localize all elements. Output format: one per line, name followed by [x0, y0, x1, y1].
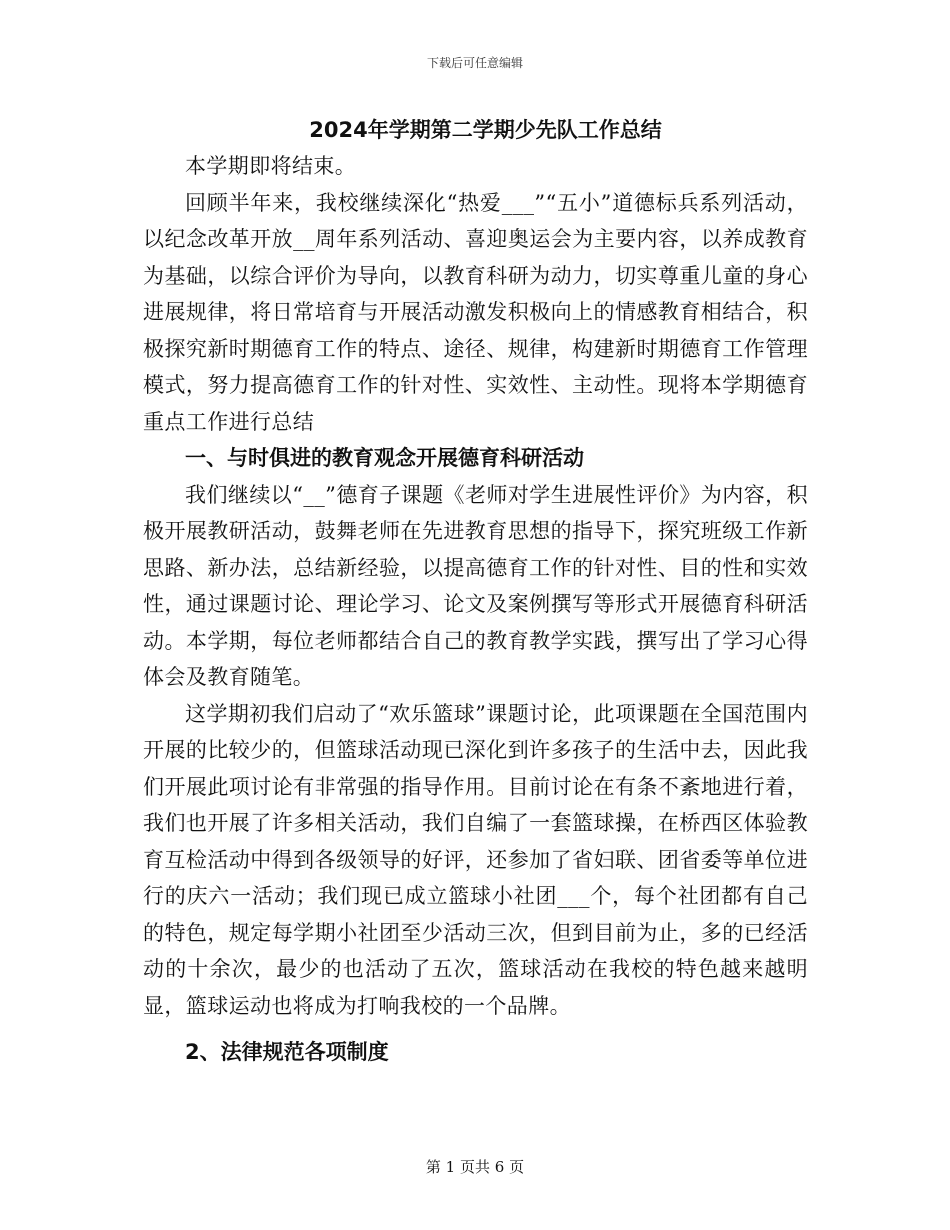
document-title: 2024年学期第二学期少先队工作总结 [309, 118, 662, 142]
intro-paragraph-2: 回顾半年来，我校继续深化“热爱___”“五小”道德标兵系列活动，以纪念改革开放__周年系列活动、喜迎奥运会为主要内容，以养成教育为基础，以综合评价为导向，以教育科研为动力，切实尊重儿童的身心进展规律，将日常培育与开展活动激发积极向上的情感教育相结合，积极探究新时期德育工作的特点、途径、规律，构建新时期德育工作管理模式，努力提高德育工作的针对性、实效性、主动性。现将本学期德育重点工作进行总结 [143, 190, 808, 434]
section-1-heading: 一、与时俱进的教育观念开展德育科研活动 [185, 446, 584, 470]
page-header-note: 下载后可任意编辑 [426, 56, 523, 70]
section-1-paragraph-1: 我们继续以“__”德育子课题《老师对学生进展性评价》为内容，积极开展教研活动，鼓舞老师在先进教育思想的指导下，探究班级工作新思路、新办法，总结新经验，以提高德育工作的针对性、目的性和实效性，通过课题讨论、理论学习、论文及案例撰写等形式开展德育科研活动。本学期，每位老师都结合自己的教育教学实践，撰写出了学习心得体会及教育随笔。 [143, 482, 808, 689]
intro-paragraph-1: 本学期即将结束。 [185, 154, 357, 178]
document-body [143, 112, 808, 1071]
section-1-paragraph-2: 这学期初我们启动了“欢乐篮球”课题讨论，此项课题在全国范围内开展的比较少的，但篮球活动现已深化到许多孩子的生活中去，因此我们开展此项讨论有非常强的指导作用。目前讨论在有条不紊地进行着，我们也开展了许多相关活动，我们自编了一套篮球操，在桥西区体验教育互检活动中得到各级领导的好评，还参加了省妇联、团省委等单位进行的庆六一活动；我们现已成立篮球小社团___个，每个社团都有自己的特色，规定每学期小社团至少活动三次，但到目前为止，多的已经活动的十余次，最少的也活动了五次，篮球活动在我校的特色越来越明显，篮球运动也将成为打响我校的一个品牌。 [143, 701, 808, 1018]
section-2-heading: 2、法律规范各项制度 [185, 1040, 389, 1064]
page-footer-number: 第 1 页共 6 页 [425, 1158, 525, 1176]
